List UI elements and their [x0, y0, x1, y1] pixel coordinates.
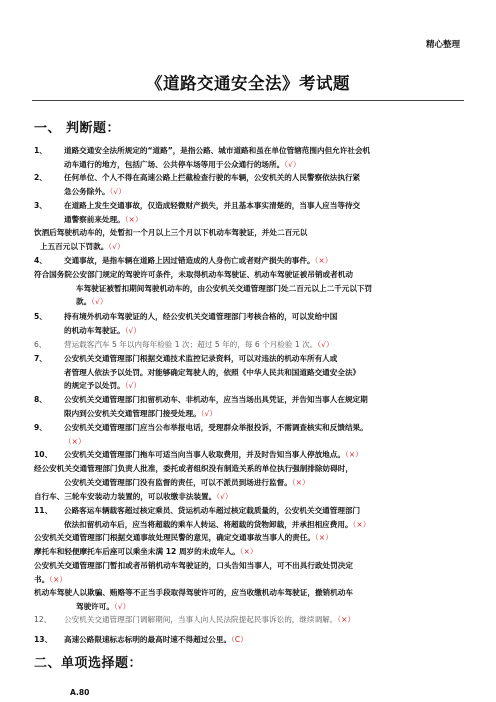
question-text: 书。 [34, 574, 50, 584]
section-judge-heading: 一、 判断题： [34, 121, 121, 136]
question-item [34, 545, 464, 559]
question-item [34, 559, 464, 586]
question-text: 公路客运车辆载客超过核定乘员、货运机动车超过核定载质量的，公安机关交通管理部门 [64, 506, 361, 515]
question-number: 3、 [34, 201, 47, 210]
question-text: 者管理人依法予以处罚。对能够确定驾驶人的，依照《中华人民共和国道路交通安全法》 [64, 367, 361, 377]
question-text: 公安机关交通管理部门根据交通技术监控记录资料，可以对违法的机动车所有人或 [64, 354, 338, 363]
option-a: A.80 [70, 688, 90, 697]
question-text: 符合国务院公安部门规定的驾驶许可条件，未取得机动车驾驶证、机动车驾驶证被吊销或者机动 [34, 270, 353, 279]
answer-mark: （×） [64, 436, 86, 446]
answer-mark: （√） [109, 186, 126, 196]
question-number: 6、 [34, 340, 47, 349]
question-text: 机动车驾驶人以欺骗、贿赂等不正当手段取得驾驶许可的，应当收缴机动车驾驶证，撤销机动车 [34, 588, 353, 597]
question-number: 12、 [34, 615, 52, 624]
answer-mark: （√） [124, 325, 141, 335]
answer-mark: （×） [337, 615, 356, 624]
question-text: 公安机关交通管理部门暂扣或者吊销机动车驾驶证的，口头告知当事人，可不出具行政处罚决定 [34, 561, 353, 570]
question-number: 4、 [34, 256, 47, 265]
question-text: 摩托车和轻便摩托车后座可以乘坐未满 12 周岁的未成年人。 [34, 547, 240, 556]
question-text: 动车通行的地方，包括广场、公共停车场等用于公众通行的场所。 [64, 159, 285, 169]
question-number: 13、 [34, 635, 53, 644]
question-text: 经公安机关交通管理部门负责人批准，委托或者组织没有制造关系的单位执行强制排除妨碍时， [34, 464, 353, 473]
question-text: 在道路上发生交通事故，仅造成轻微财产损失，并且基本事实清楚的，当事人应当等待交 [64, 201, 361, 210]
question-number: 1、 [34, 146, 47, 155]
answer-mark: （×） [344, 450, 363, 459]
title-divider [32, 100, 464, 101]
question-text: 高速公路限速标志标明的最高时速不得超过公里。 [64, 635, 232, 644]
question-number: 7、 [34, 354, 47, 363]
answer-mark: （√） [124, 381, 141, 391]
answer-mark: （×） [124, 214, 143, 224]
answer-mark: （×） [352, 519, 371, 529]
question-number: 10、 [34, 450, 53, 459]
answer-mark: （√） [216, 492, 233, 501]
answer-mark: （√） [91, 297, 108, 307]
question-text: 急公务除外。 [64, 186, 110, 196]
question-item [34, 421, 464, 448]
question-text: 依法扣留机动车后，应当将超载的乘车人转运、将超载的货物卸载，并承担相应费用。 [64, 519, 353, 529]
question-item [34, 462, 464, 489]
question-number: 9、 [34, 423, 47, 432]
question-text: 任何单位、个人不得在高速公路上拦截检查行驶的车辆，公安机关的人民警察依法执行紧 [64, 173, 361, 182]
question-item [34, 352, 464, 393]
answer-mark: （×） [314, 533, 333, 542]
answer-mark: （√） [317, 340, 334, 349]
question-text: 上五百元以下罚款。 [40, 241, 109, 251]
question-text: 通警察前来处理。 [64, 214, 125, 224]
question-text: 饮酒后驾驶机动车的，处暂扣一个月以上三个月以下机动车驾驶证，并处二百元以 [34, 228, 308, 237]
question-text: 公安机关交通管理部门根据交通事故处理民警的意见，确定交通事故当事人的责任。 [34, 533, 315, 542]
answer-mark: （×） [239, 547, 258, 556]
question-text: 车驾驶证被暂扣期间驾驶机动车的，由公安机关交通管理部门处二百元以上二千元以下罚 [76, 283, 373, 293]
question-text: 营运载客汽车 5 年以内每年检验 1 次；超过 5 年的，每 6 个月检验 1 次。 [64, 340, 318, 349]
question-number: 11、 [34, 506, 53, 515]
question-item [34, 586, 464, 613]
question-text: 公安机关交通管理部门应当公布举报电话，受理群众举报投诉，不需调查核实和反馈结果。 [64, 423, 368, 432]
question-text: 公安机关交通管理部门拖车可适当向当事人收取费用，并及时告知当事人停放地点。 [64, 450, 345, 459]
question-item [34, 504, 464, 531]
question-item [34, 254, 464, 268]
question-text: 持有境外机动车驾驶证的人，经公安机关交通管理部门考核合格的，可以发给中国 [64, 312, 338, 321]
answer-mark: （×） [314, 256, 333, 265]
answer-mark: （√） [200, 408, 217, 418]
question-number: 8、 [34, 395, 47, 404]
answer-mark: （×） [49, 574, 67, 584]
answer-mark: （√） [108, 241, 125, 251]
answer-mark: （√） [284, 159, 301, 169]
question-item [34, 268, 464, 309]
question-item [34, 199, 464, 226]
question-item [34, 531, 464, 545]
question-text: 公安机关交通管理部门扣留机动车、非机动车，应当当场出具凭证，并告知当事人在规定期 [64, 395, 368, 404]
question-text: 自行车、三轮车安装动力装置的，可以收缴非法装置。 [34, 492, 217, 501]
question-item [34, 633, 464, 647]
question-text: 驾驶许可。 [76, 601, 114, 611]
question-text: 公安机关交通管理部门没有监督的责任，可以不派员到场进行监督。 [64, 477, 292, 487]
question-item [34, 226, 464, 253]
question-text: 公安机关交通管理部门调解期间，当事人向人民法院提起民事诉讼的，继续调解。 [64, 615, 338, 624]
question-text: 交通事故，是指车辆在道路上因过错造成的人身伤亡或者财产损失的事件。 [64, 256, 315, 265]
answer-mark: （√） [113, 601, 131, 611]
question-item [34, 613, 464, 627]
question-text: 道路交通安全法所规定的“道路”，是指公路、城市道路和虽在单位管辖范围内但允许社会机 [64, 146, 371, 155]
answer-mark: （C） [231, 635, 248, 644]
question-item [34, 393, 464, 420]
answer-mark: （×） [291, 477, 310, 487]
document-title: 《道路交通安全法》考试题 [146, 74, 350, 93]
question-item [34, 448, 464, 462]
question-text: 的机动车驾驶证。 [64, 325, 125, 335]
question-item [34, 490, 464, 504]
question-text: 的规定予以处罚。 [64, 381, 125, 391]
question-text: 款。 [76, 297, 92, 307]
question-number: 5、 [34, 312, 47, 321]
question-item [34, 338, 464, 352]
header-tag: 精心整理 [425, 40, 460, 50]
question-item [34, 144, 464, 171]
question-item [34, 310, 464, 337]
question-text: 限内到公安机关交通管理部门接受处理。 [64, 408, 201, 418]
question-number: 2、 [34, 173, 47, 182]
section-choice-heading: 二、单项选择题： [34, 656, 143, 671]
question-item [34, 171, 464, 198]
